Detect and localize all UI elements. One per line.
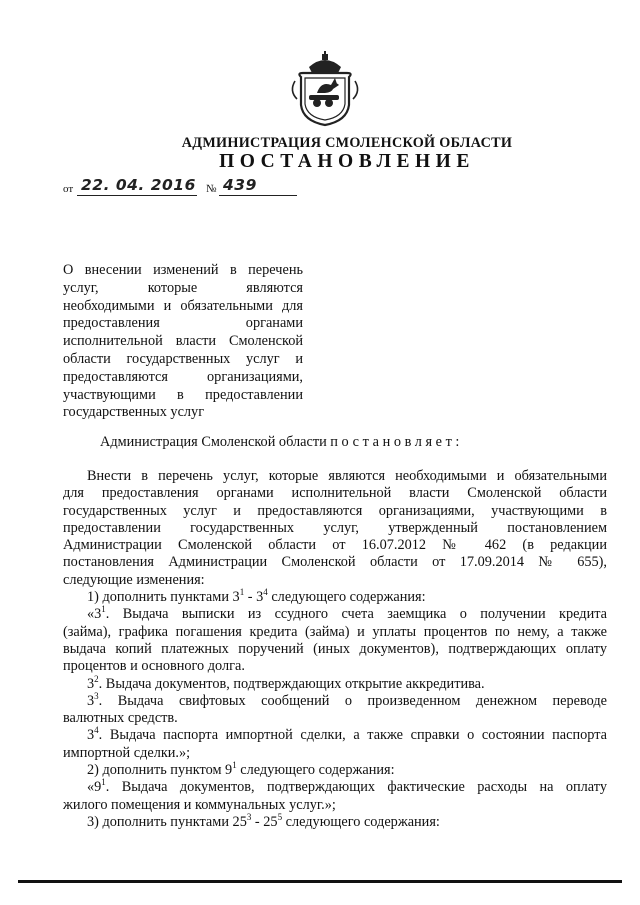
body-line: для предоставления органами исполнительной власти Смоленской области: [63, 485, 607, 502]
date-label: от: [63, 183, 74, 195]
body-line: постановления Администрации Смоленской области от 17.09.2014 № 655),: [63, 554, 607, 571]
number-value: 439: [223, 176, 257, 194]
topic-line: предоставления органами: [63, 315, 303, 332]
coat-of-arms-emblem: [287, 51, 363, 127]
paragraph-3-4: $3^4$. Выдача паспорта импортной сделки, а также справки о состоянии паспорта: [87, 725, 607, 744]
topic-line: области государственных услуг и: [63, 350, 303, 367]
topic-line: участвующими в предоставлении: [63, 386, 303, 403]
document-type-title: ПОСТАНОВЛЕНИЕ: [219, 151, 475, 172]
document-topic: [63, 262, 303, 422]
paragraph-3-1: «$3^1$. Выдача выписки из ссудного счета заемщика о получении кредита: [87, 604, 607, 623]
topic-line: О внесении изменений в перечень: [63, 262, 303, 278]
bird-icon: [317, 78, 339, 93]
body-line: (займа), графика погашения кредита (займа) и уплаты процентов по нему, а также: [63, 623, 607, 640]
bottom-rule: [18, 880, 622, 883]
item-2: 2) дополнить пунктом $9^1$ следующего содержания:: [87, 760, 395, 779]
body-line: Администрации Смоленской области от 16.07.2012 № 462 (в редакции: [63, 537, 607, 554]
topic-line: государственных услуг: [63, 404, 205, 421]
item-1: 1) дополнить пунктами $3^1 - 3^4$ следующего содержания:: [87, 587, 426, 606]
organization-title: АДМИНИСТРАЦИЯ СМОЛЕНСКОЙ ОБЛАСТИ: [181, 135, 513, 151]
crown-icon: [309, 51, 341, 73]
number-underline: [219, 195, 297, 196]
document-body: [63, 468, 607, 831]
paragraph-9-1: «$9^1$. Выдача документов, подтверждающих фактические расходы на оплату: [87, 777, 607, 796]
topic-line: услуг, которые являются: [63, 279, 303, 296]
date-value: 22. 04. 2016: [81, 176, 196, 194]
topic-line: предоставляются организациями,: [63, 368, 303, 385]
date-underline: [77, 195, 197, 196]
body-line: государственных услуг и предоставляются организациями, участвующими в: [63, 502, 607, 519]
body-line: валютных средств.: [63, 710, 178, 727]
decree-statement: [100, 434, 463, 451]
body-line: Внести в перечень услуг, которые являются необходимыми и обязательными: [87, 468, 607, 484]
paragraph-3-2: $3^2$. Выдача документов, подтверждающих открытие аккредитива.: [87, 673, 485, 692]
body-line: жилого помещения и коммунальных услуг.»;: [63, 796, 336, 813]
decree-word: постановляет:: [330, 434, 464, 450]
body-line: предоставлении государственных услуг, утвержденный постановлением: [63, 519, 607, 536]
body-line: выдача копий платежных поручений (иных документов), подтверждающих оплату: [63, 640, 607, 657]
decree-lead: Администрация Смоленской области: [100, 434, 327, 450]
item-3: 3) дополнить пунктами $25^3 - 25^5$ следующего содержания:: [87, 812, 440, 830]
body-line: следующие изменения:: [63, 571, 205, 588]
cannon-icon: [309, 95, 339, 107]
body-line: процентов и основного долга.: [63, 658, 245, 675]
paragraph-3-3: $3^3$. Выдача свифтовых сообщений о произведенном денежном переводе: [87, 691, 607, 709]
topic-line: необходимыми и обязательными для: [63, 297, 303, 314]
body-line: импортной сделки.»;: [63, 744, 191, 761]
number-label: №: [206, 183, 217, 195]
topic-line: исполнительной власти Смоленской: [63, 333, 303, 350]
